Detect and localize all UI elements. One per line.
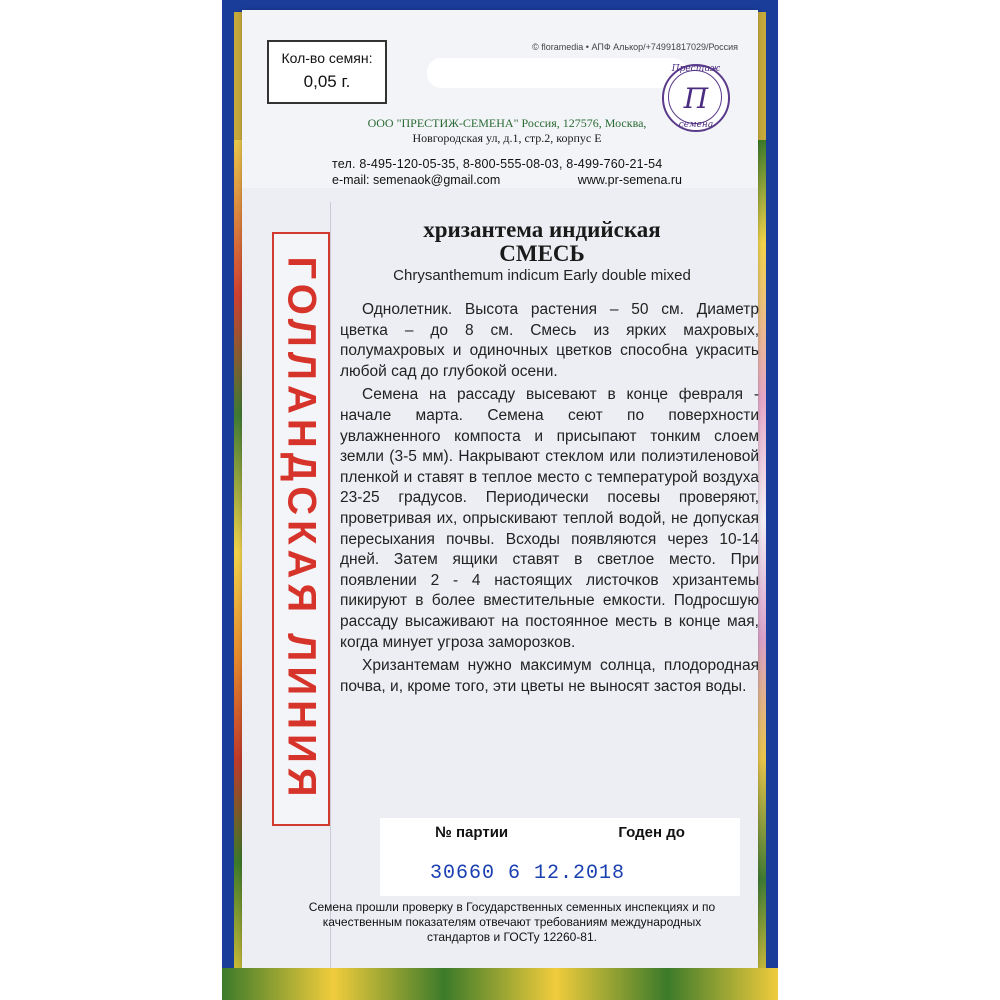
seed-amount-label: Кол-во семян: (281, 50, 373, 66)
company-contacts (332, 173, 742, 187)
logo-top-text: Престиж (671, 64, 721, 74)
description (340, 300, 759, 700)
company-address (322, 116, 692, 146)
company-email[interactable]: e-mail: semenaok@gmail.com (332, 173, 501, 187)
series-label-box (272, 232, 330, 826)
company-phones: тел. 8-495-120-05-35, 8-800-555-08-03, 8-499-760-21-54 (332, 157, 663, 171)
certification-note: Семена прошли проверку в Государственных семенных инспекциях и по качественным показателям отвечают требованиям международных стандартов и ГОСТу 12260-81. (308, 900, 716, 944)
company-line-2: Новгородская ул, д.1, стр.2, корпус Е (412, 131, 602, 145)
seed-amount-value: 0,05 г. (303, 72, 351, 91)
batch-headers (380, 824, 740, 841)
description-paragraph-2: Семена на рассаду высевают в конце февраля - начале марта. Семена сеют по поверхности увлажненного компоста и присыпают тонким слоем земли (3-5 мм). Накрывают стеклом или полиэтиленовой пленкой и ставят в теплое место с температурой воздуха 23-25 градусов. Периодически посевы проверяют, проветривая их, опрыскивают теплой водой, не допуская пересыхания почвы. Всходы появляются через 10-14 дней. Затем ящики ставят в светлое место. При появлении 2 - 4 настоящих листочков хризантемы пикируют в более вместительные емкости. Подросшую рассаду высаживают на постоянное месть в конце мая, когда минует угроза заморозков. (340, 386, 759, 651)
seed-packet (222, 0, 778, 1000)
product-title-line-2: СМЕСЬ (499, 241, 585, 266)
batch-box (380, 818, 740, 896)
company-line-1: ООО "ПРЕСТИЖ-СЕМЕНА" Россия, 127576, Москва, (367, 116, 647, 130)
batch-number-label: № партии (435, 824, 509, 841)
series-label: ГОЛЛАНДСКАЯ ЛИНИЯ (279, 256, 324, 802)
latin-name: Chrysanthemum indicum Early double mixed (393, 267, 691, 284)
flower-photo-bottom (222, 968, 778, 1000)
vertical-divider (330, 202, 331, 980)
batch-stamp: 30660 6 12.2018 (430, 862, 626, 885)
photo-credit: © floramedia • АПФ Алькор/+74991817029/Россия (532, 42, 738, 52)
description-paragraph-3: Хризантемам нужно максимум солнца, плодородная почва, и, кроме того, эти цветы не выносят застоя воды. (340, 657, 759, 695)
hang-tab (427, 58, 687, 88)
product-title-line-1: хризантема индийская (423, 217, 661, 242)
logo-bottom-text: семена (678, 120, 714, 130)
company-website[interactable]: www.pr-semena.ru (577, 173, 682, 187)
info-sheet (242, 10, 758, 996)
expiry-label: Годен до (618, 824, 685, 841)
description-paragraph-1: Однолетник. Высота растения – 50 см. Диаметр цветка – до 8 см. Смесь из ярких махровых, полумахровых и одиночных цветков способна украсить любой сад до глубокой осени. (340, 301, 759, 380)
logo-letter: П (683, 81, 709, 115)
product-title (332, 218, 752, 266)
seed-amount-box (267, 40, 387, 104)
